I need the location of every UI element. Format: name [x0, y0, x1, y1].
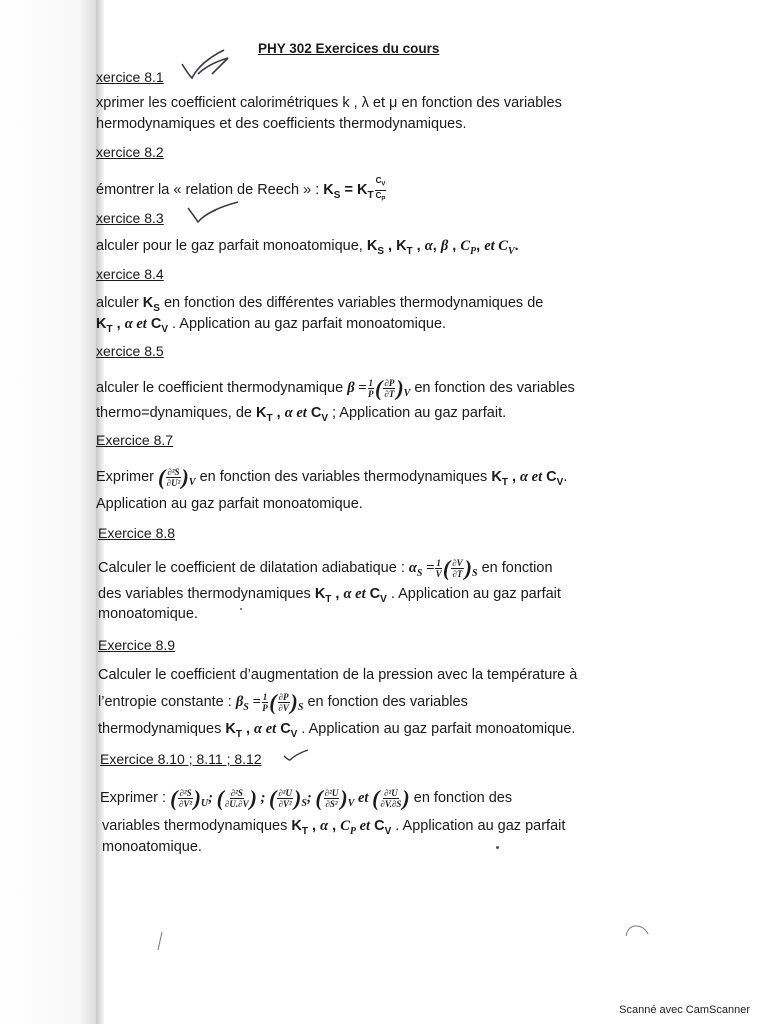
exercise-text: émontrer la « relation de Reech » : — [96, 181, 320, 198]
variables-list: $K_T$ , α et $C_V$ — [96, 316, 168, 335]
exercise-text: thermodynamiques — [98, 721, 222, 737]
exercise-text — [96, 315, 446, 339]
scan-left-edge — [0, 0, 96, 1024]
exercise-text — [100, 785, 513, 813]
page-title: PHY 302 Exercices du cours — [258, 41, 440, 56]
exercise-text: thermo=dynamiques, de — [96, 405, 252, 421]
exercise-text: . Application au gaz parfait — [390, 586, 561, 602]
exercise-text: monoatomique. — [102, 839, 202, 855]
check-mark-icon — [282, 748, 310, 762]
exercise-text: Application au gaz parfait monoatomique. — [96, 496, 363, 512]
exercise-text: Calculer le coefficient d’augmentation de la pression avec la température à — [98, 667, 578, 683]
exercise-text: alculer le coefficient thermodynamique — [96, 379, 344, 396]
exercise-heading: Exercice 8.7 — [96, 432, 174, 448]
exercise-heading: xercice 8.3 — [96, 210, 164, 226]
exercise-text — [96, 464, 568, 492]
exercise-text: Exprimer : — [100, 789, 167, 806]
variables-list: $K_T$ , α et $C_V$ — [225, 721, 298, 740]
exercise-text: variables thermodynamiques — [102, 818, 288, 834]
beta-formula: β = $\frac{1}{P}$ ( $\frac{\partial P}{\partial T}$ )$_V$ — [347, 375, 411, 401]
exercise-text: en fonction des variables — [307, 693, 468, 710]
exercise-heading: Exercice 8.9 — [98, 637, 176, 653]
derivatives-list: ( $\frac{\text{∂²S}}{\text{∂V²}}$ )$_U$; ( $\frac{\text{∂²S}}{\partial U.\partial V}$ ) ; ( $\frac{\text{∂²U}}{\text{∂V²}}$ )$_S$; ( $\frac{\text{∂²U}}{\text{∂S²}}$ )$_V$ et ( $\frac{\text{∂²U}}{\partial V.\partial S}$ ) — [170, 785, 410, 811]
exercise-text: alculer pour le gaz parfait monoatomique, — [96, 238, 363, 254]
exercise-heading: Exercice 8.10 ; 8.11 ; 8.12 — [100, 751, 262, 767]
exercise-text: . Application au gaz parfait monoatomique. — [301, 721, 576, 737]
exercise-heading: xercice 8.5 — [96, 343, 164, 359]
variables-list: $K_T$ , α et $C_V$ — [491, 468, 564, 488]
exercise-text: en fonction — [481, 559, 553, 576]
check-mark-icon — [178, 44, 252, 82]
scanner-watermark: Scanné avec CamScanner — [619, 1004, 750, 1016]
ks-symbol: $K_S$ — [142, 295, 160, 314]
exercise-text: ; Application au gaz parfait. — [332, 405, 507, 421]
exercise-text: en fonction des — [413, 789, 513, 806]
exercise-text — [96, 404, 506, 428]
scan-speck — [496, 846, 499, 849]
exercise-text: monoatomique. — [98, 606, 198, 622]
exercise-text: . Application au gaz parfait monoatomique. — [172, 316, 447, 332]
exercise-text: alculer — [96, 295, 139, 311]
variables-list: $K_T$ , α et $C_V$ — [256, 405, 328, 424]
exercise-text: . — [563, 468, 568, 485]
reech-relation: $K_S = K_T$ $\frac{C_V}{C_P}$ — [323, 176, 386, 203]
exercise-text: en fonction des variables — [414, 379, 575, 396]
second-derivative: ( $\frac{\text{∂²S}}{\text{∂U²}}$ )$_V$ — [158, 464, 196, 490]
exercise-text: en fonction des variables thermodynamiques — [199, 468, 488, 485]
exercise-text: Calculer le coefficient de dilatation adiabatique : — [98, 559, 405, 576]
exercise-text: l’entropie constante : — [98, 693, 232, 710]
beta-s-formula: $\beta_S$ = $\frac{1}{P}$ ( $\frac{\partial P}{\partial V}$ )$_S$ — [235, 689, 304, 715]
variables-list: $K_T$ , α et $C_V$ — [314, 586, 387, 605]
pen-stroke-icon — [622, 922, 652, 940]
exercise-text: Exprimer — [96, 468, 155, 485]
exercise-heading: xercice 8.2 — [96, 144, 164, 160]
exercise-text — [98, 555, 553, 583]
exercise-text: hermodynamiques et des coefficients thermodynamiques. — [96, 116, 467, 132]
exercise-text: en fonction des différentes variables thermodynamiques de — [163, 295, 544, 311]
variables-list: $K_T$ , α , $C_P$ et $C_V$ — [291, 818, 392, 837]
variables-list: $K_S$ , $K_T$ , α, β , $C_P$, et $C_V$. — [366, 238, 519, 257]
exercise-text — [96, 375, 575, 403]
exercise-text — [96, 237, 519, 261]
exercise-heading: Exercice 8.8 — [98, 525, 176, 541]
pen-stroke-icon — [154, 930, 166, 952]
exercise-text: . Application au gaz parfait — [395, 818, 566, 834]
exercise-text: xprimer les coefficient calorimétriques k , λ et μ en fonction des variables — [96, 95, 562, 111]
exercise-text — [98, 720, 575, 744]
exercise-heading: xercice 8.4 — [96, 266, 164, 282]
check-mark-icon — [186, 200, 242, 226]
exercise-heading: xercice 8.1 — [96, 69, 164, 85]
scan-speck — [240, 608, 242, 610]
exercise-text — [98, 689, 468, 717]
exercise-text: des variables thermodynamiques — [98, 586, 311, 602]
alpha-s-formula: $\alpha_S$ = $\frac{1}{V}$ ( $\frac{\partial V}{\partial T}$ )$_S$ — [408, 555, 478, 581]
